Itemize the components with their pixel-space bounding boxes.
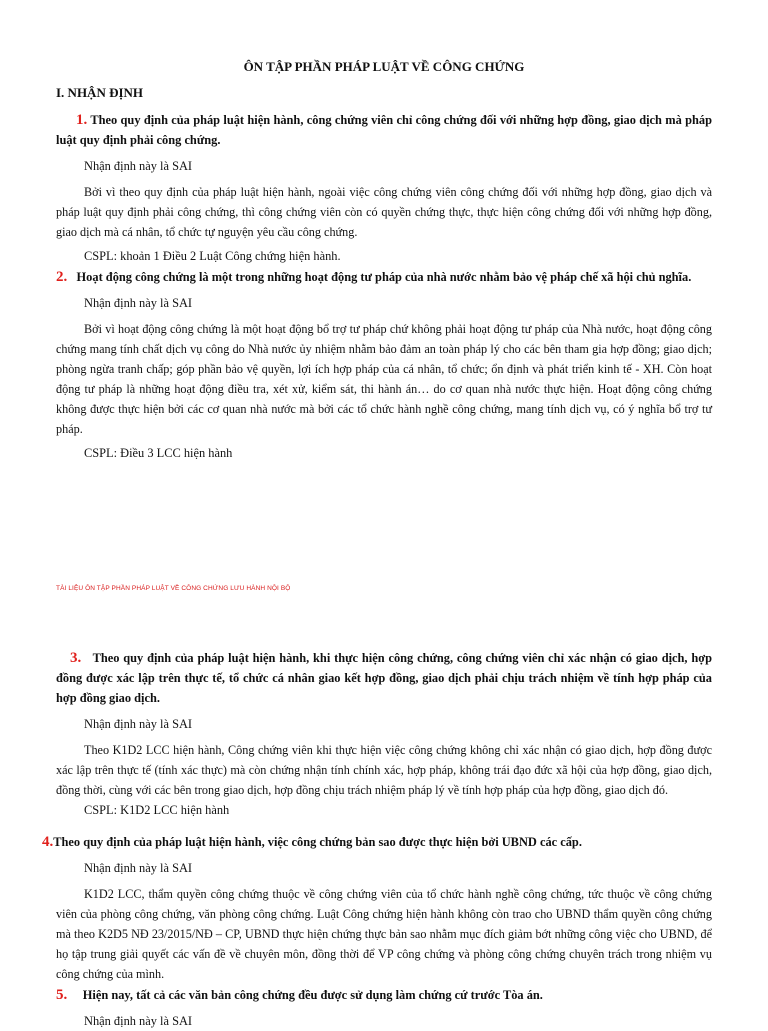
item-number: 3. xyxy=(70,650,82,666)
item-question: Hiện nay, tất cả các văn bản công chứng đều được sử dụng làm chứng cứ trước Tòa án. xyxy=(82,988,543,1002)
item-verdict: Nhận định này là SAI xyxy=(84,159,193,173)
list-item-3 xyxy=(56,648,712,820)
list-item-5 xyxy=(56,985,712,1031)
item-explanation: Bởi vì theo quy định của pháp luật hiện hành, ngoài việc công chứng viên công chứng đối với những hợp đồng, giao dịch và pháp luật quy định phải công chứng, thì công chứng viên còn có quyền chứng thực, thực hiện công chứng đối với những hợp đồng, giao dịch mà cá nhân, tổ chức tự nguyện yêu cầu công chứng. xyxy=(56,185,712,239)
list-item-2 xyxy=(56,267,712,463)
item-basis: CSPL: Điều 3 LCC hiện hành xyxy=(84,446,233,460)
item-explanation: K1D2 LCC, thẩm quyền công chứng thuộc về công chứng viên của tổ chức hành nghề công chứng, tức thuộc về công chứng viên của phòng công chứng, văn phòng công chứng. Luật Công chứng hiện hành không còn trao cho UBND thẩm quyền công chứng mà theo K2D5 NĐ 23/2015/NĐ – CP, UBND thực hiện chứng thực bản sao nhằm mục đích giảm bớt những công việc cho UBND, để họ tập trung giải quyết các vấn đề về chuyên môn, đồng thời để VP công chứng và phòng công chứng chuyên trách trong nhiệm vụ công chứng của mình. xyxy=(56,887,712,981)
item-verdict: Nhận định này là SAI xyxy=(84,296,193,310)
item-question: Hoạt động công chứng là một trong những hoạt động tư pháp của nhà nước nhằm bảo vệ pháp chế xã hội chủ nghĩa. xyxy=(76,270,692,284)
item-number: 5. xyxy=(56,987,68,1003)
item-explanation: Bởi vì hoạt động công chứng là một hoạt động bổ trợ tư pháp chứ không phải hoạt động tư pháp của Nhà nước, hoạt động công chứng mang tính chất dịch vụ công do Nhà nước ủy nhiệm nhằm bảo đảm an toàn pháp lý cho các bên tham gia hợp đồng; giao dịch; phòng ngừa tranh chấp; góp phần bảo vệ quyền, lợi ích hợp pháp của cá nhân, tổ chức; ổn định và phát triển kinh tế - XH. Còn hoạt động tư pháp là những hoạt động điều tra, xét xử, kiểm sát, thi hành án… do cơ quan nhà nước thực hiện. Hoạt động công chứng không được thực hiện bởi các cơ quan nhà nước mà bởi các tổ chức hành nghề công chứng, mang tính dịch vụ, có ý nghĩa bổ trợ tư pháp. xyxy=(56,322,712,436)
list-item-4-body xyxy=(56,858,712,984)
list-item-4 xyxy=(42,832,712,852)
item-number: 1. xyxy=(76,112,88,128)
item-number: 4. xyxy=(42,834,54,850)
page-title: ÔN TẬP PHẦN PHÁP LUẬT VỀ CÔNG CHỨNG xyxy=(243,59,525,74)
list-item-1 xyxy=(56,110,712,266)
section-heading: I. NHẬN ĐỊNH xyxy=(56,85,144,100)
item-explanation: Theo K1D2 LCC hiện hành, Công chứng viên khi thực hiện việc công chứng không chỉ xác nhận có giao dịch, hợp đồng được xác lập trên thực tế (tính xác thực) mà còn chứng nhận tính chính xác, hợp pháp, không trái đạo đức xã hội của hợp đồng, giao dịch, đồng thời, cùng với các bên trong giao dịch, hợp đồng chịu trách nhiệm pháp lý về tính hợp pháp của hợp đồng, giao dịch đó. xyxy=(56,743,712,797)
item-verdict: Nhận định này là SAI xyxy=(84,861,193,875)
item-basis: CSPL: K1D2 LCC hiện hành xyxy=(84,803,230,817)
item-question: Theo quy định của pháp luật hiện hành, công chứng viên chỉ công chứng đối với những hợp đồng, giao dịch mà pháp luật quy định phải công chứng. xyxy=(56,113,712,147)
item-verdict: Nhận định này là SAI xyxy=(84,1014,193,1028)
item-verdict: Nhận định này là SAI xyxy=(84,717,193,731)
item-question: Theo quy định của pháp luật hiện hành, khi thực hiện công chứng, công chứng viên chỉ xác nhận có giao dịch, hợp đồng được xác lập trên thực tế, tổ chức cá nhân giao kết hợp đồng, giao dịch phải chịu trách nhiệm về tính hợp pháp của hợp đồng giao dịch. xyxy=(56,651,712,705)
item-number: 2. xyxy=(56,269,68,285)
document-footer: TÀI LIỆU ÔN TẬP PHẦN PHÁP LUẬT VỀ CÔNG CHỨNG LƯU HÀNH NỘI BỘ xyxy=(56,585,291,592)
item-question: Theo quy định của pháp luật hiện hành, việc công chứng bản sao được thực hiện bởi UBND các cấp. xyxy=(53,835,582,849)
item-basis: CSPL: khoản 1 Điều 2 Luật Công chứng hiện hành. xyxy=(84,249,341,263)
